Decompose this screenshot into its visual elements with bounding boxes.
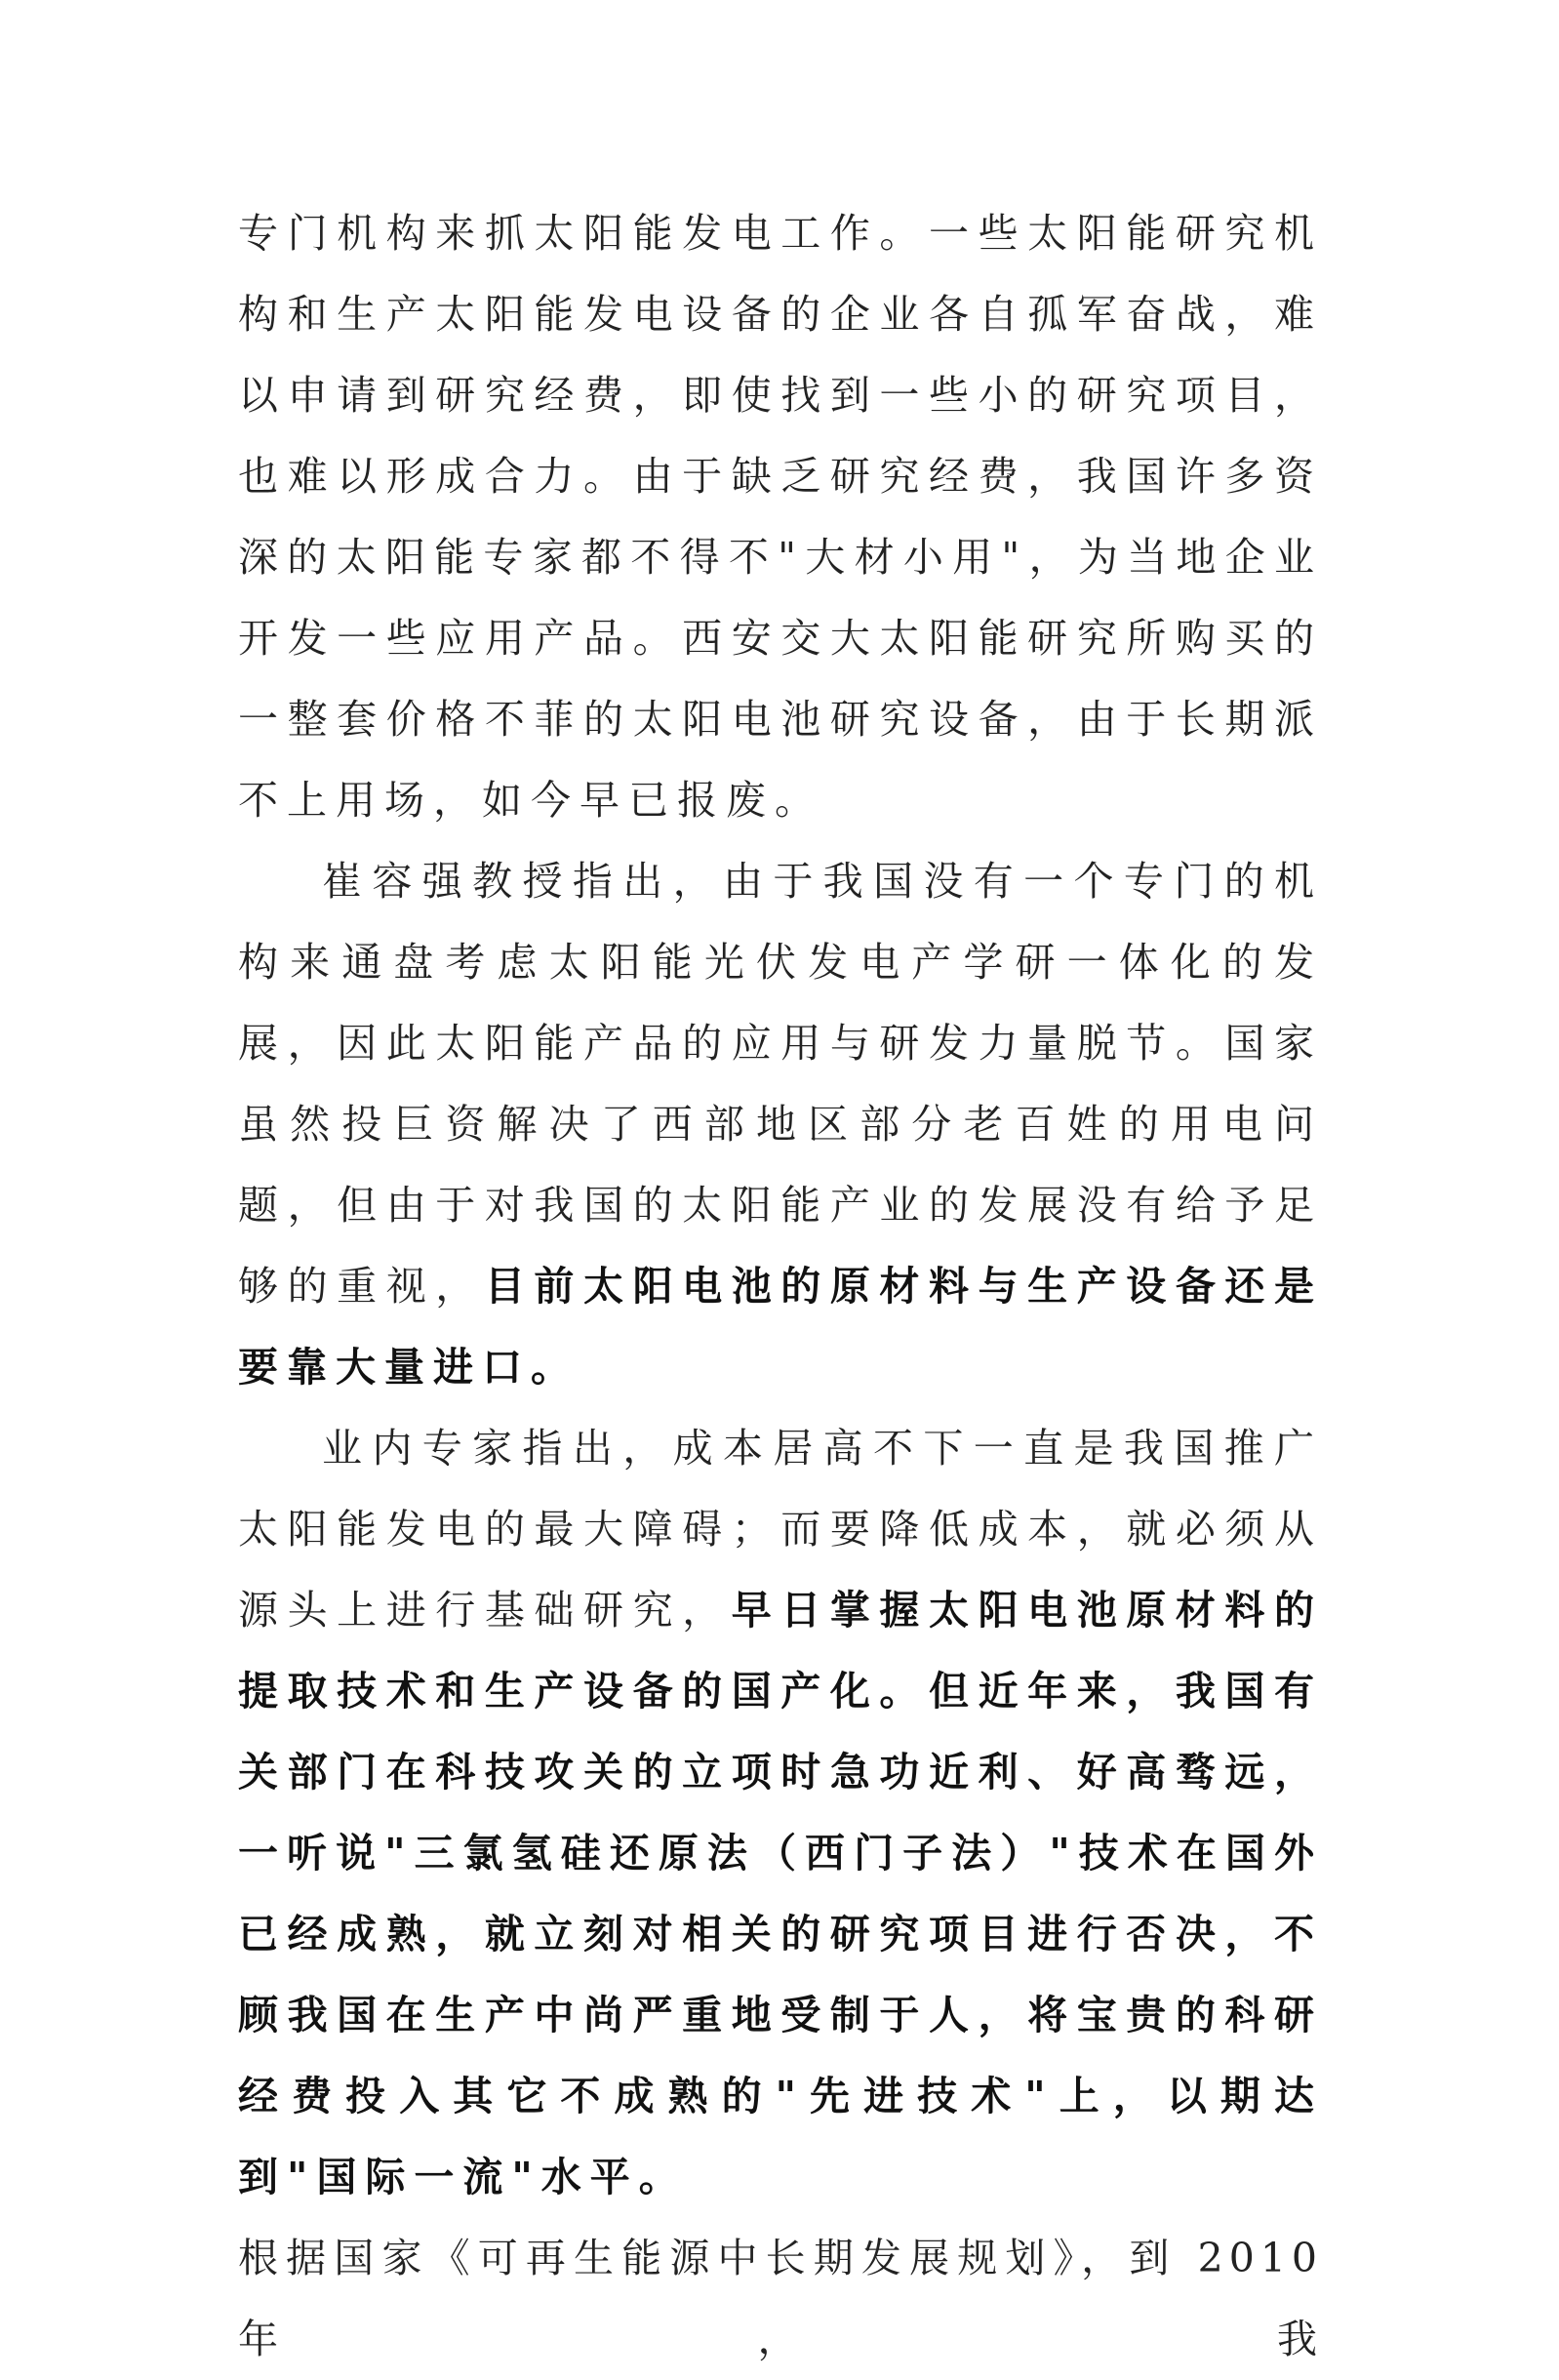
paragraph-2 <box>238 841 1323 1408</box>
paragraph-4-text: 根据国家《可再生能源中长期发展规划》，到 2010 年，我 <box>238 2235 1323 2362</box>
document-body <box>238 193 1323 2380</box>
paragraph-4 <box>238 2218 1323 2380</box>
paragraph-3 <box>238 1408 1323 2218</box>
paragraph-1-text: 专门机构来抓太阳能发电工作。一些太阳能研究机构和生产太阳能发电设备的企业各自孤军奋战，难以申请到研究经费，即使找到一些小的研究项目，也难以形成合力。由于缺乏研究经费，我国许多资深的太阳能专家都不得不"大材小用"，为当地企业开发一些应用产品。西安交大太阳能研究所购买的一整套价格不菲的太阳电池研究设备，由于长期派不上用场，如今早已报废。 <box>238 210 1323 824</box>
paragraph-3-text: 业内专家指出，成本居高不下一直是我国推广太阳能发电的最大障碍；而要降低成本，就必须从源头上进行基础研究， <box>238 1425 1323 1634</box>
paragraph-2-text: 崔容强教授指出，由于我国没有一个专门的机构来通盘考虑太阳能光伏发电产学研一体化的发展，因此太阳能产品的应用与研发力量脱节。国家虽然投巨资解决了西部地区部分老百姓的用电问题，但由于对我国的太阳能产业的发展没有给予足够的重视， <box>238 858 1323 1310</box>
paragraph-1 <box>238 193 1323 841</box>
paragraph-2-bold-text: 目前太阳电池的原材料与生产设备还是要靠大量进口。 <box>238 1263 1324 1391</box>
paragraph-3-bold-text: 早日掌握太阳电池原材料的提取技术和生产设备的国产化。但近年来，我国有关部门在科技攻关的立项时急功近利、好高骛远，一听说"三氯氢硅还原法（西门子法）"技术在国外已经成熟，就立刻对相关的研究项目进行否决，不顾我国在生产中尚严重地受制于人，将宝贵的科研经费投入其它不成熟的"先进技术"上，以期达到"国际一流"水平。 <box>238 1587 1324 2200</box>
